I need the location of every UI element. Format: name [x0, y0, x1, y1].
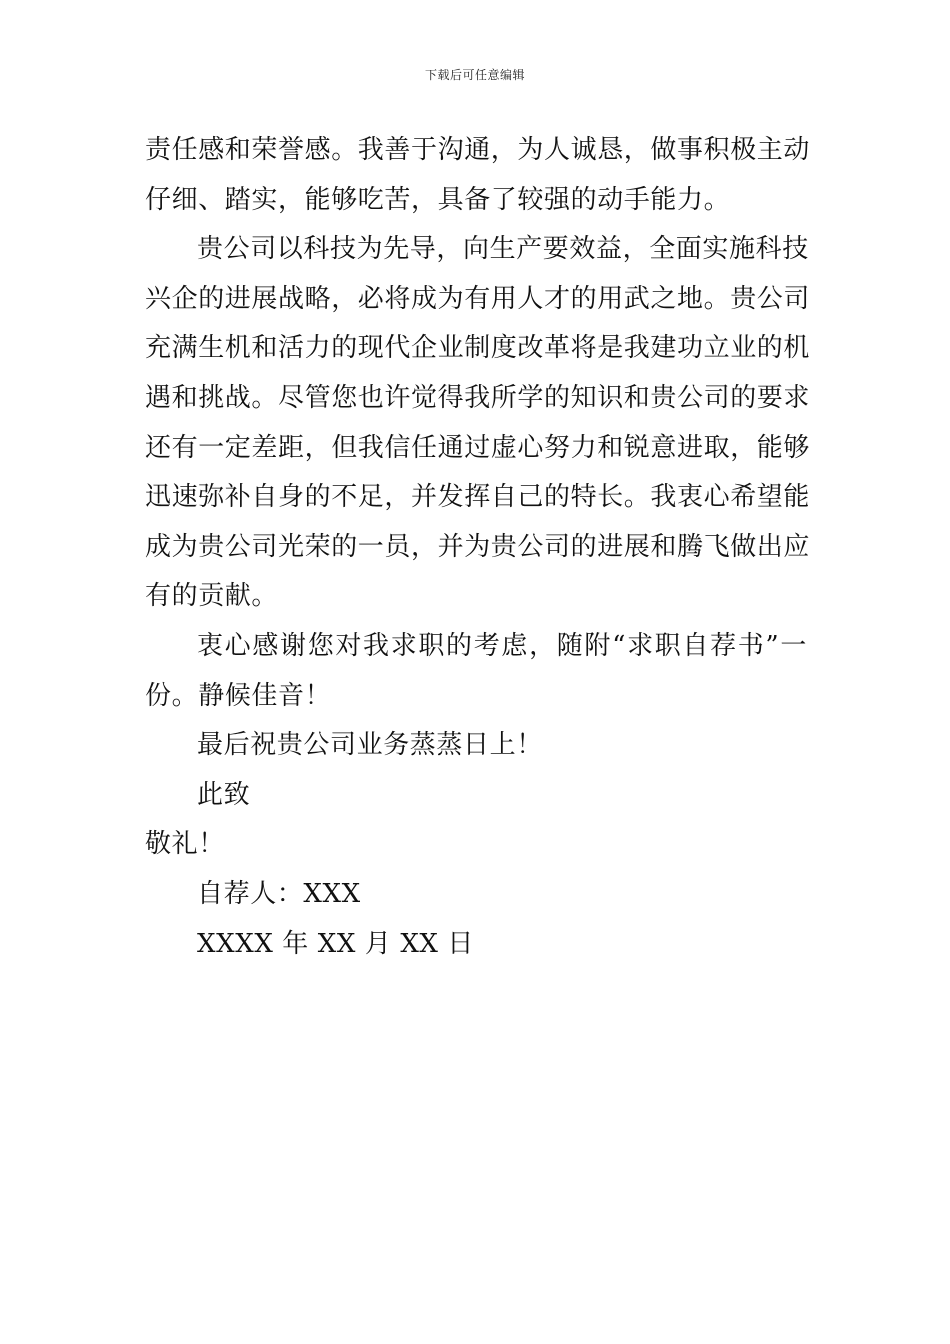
- text-line: 仔细、踏实，能够吃苦，具备了较强的动手能力。: [145, 184, 731, 215]
- text-line: 成为贵公司光荣的一员，并为贵公司的进展和腾飞做出应: [145, 531, 811, 562]
- text-line: 充满生机和活力的现代企业制度改革将是我建功立业的机: [145, 333, 811, 364]
- text-line: 还有一定差距，但我信任通过虚心努力和锐意进取，能够: [145, 432, 811, 463]
- text-line: 迅速弥补自身的不足，并发挥自己的特长。我衷心希望能: [145, 482, 811, 513]
- paragraph-start-line: 贵公司以科技为先导，向生产要效益，全面实施科技: [197, 234, 809, 265]
- salutation-close: 此致: [197, 779, 251, 810]
- page-header-note: 下载后可任意编辑: [424, 68, 525, 82]
- text-line: 份。静候佳音！: [145, 680, 332, 711]
- date-line: XXXX 年 XX 月 XX 日: [197, 928, 475, 959]
- text-line: 兴企的进展战略，必将成为有用人才的用武之地。贵公司: [145, 283, 811, 314]
- text-line: 责任感和荣誉感。我善于沟通，为人诚恳，做事积极主动: [145, 135, 811, 165]
- text-line: 有的贡献。: [145, 581, 279, 612]
- signature-line: 自荐人：XXX: [197, 878, 361, 909]
- letter-body: [145, 126, 811, 969]
- text-line: 遇和挑战。尽管您也许觉得我所学的知识和贵公司的要求: [145, 382, 811, 413]
- salutation-regards: 敬礼！: [145, 829, 225, 860]
- paragraph-start-line: 衷心感谢您对我求职的考虑，随附“求职自荐书”一: [197, 630, 807, 661]
- closing-wish: 最后祝贵公司业务蒸蒸日上！: [197, 730, 543, 761]
